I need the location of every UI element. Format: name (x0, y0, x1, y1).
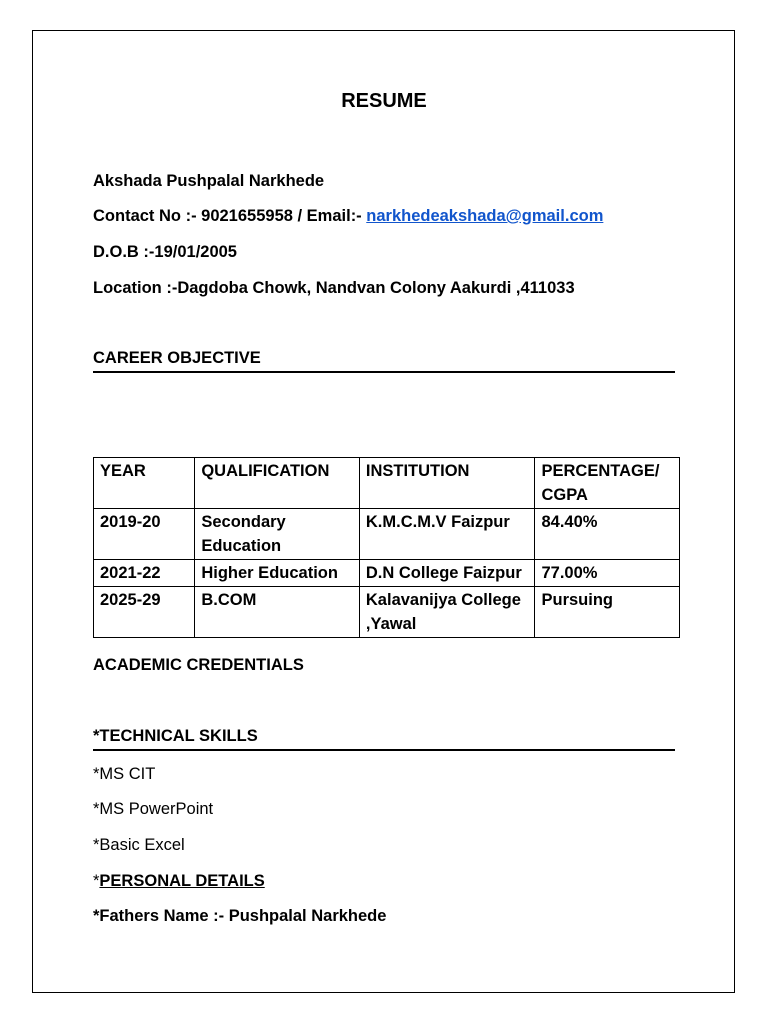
cell-year: 2025-29 (94, 587, 195, 638)
header-institution: INSTITUTION (359, 458, 535, 509)
academic-credentials-heading: ACADEMIC CREDENTIALS (93, 656, 304, 674)
career-objective-heading: CAREER OBJECTIVE (93, 349, 675, 373)
cell-year: 2019-20 (94, 509, 195, 560)
table-header-row (94, 458, 680, 509)
dob-line: D.O.B :-19/01/2005 (93, 243, 237, 261)
cell-qualification: B.COM (195, 587, 360, 638)
header-qualification: QUALIFICATION (195, 458, 360, 509)
cell-percentage: Pursuing (535, 587, 680, 638)
table-row (94, 587, 680, 638)
fathers-name-line: *Fathers Name :- Pushpalal Narkhede (93, 907, 387, 925)
cell-qualification: Higher Education (195, 560, 360, 587)
contact-text: Contact No :- 9021655958 / Email:- (93, 207, 367, 225)
contact-line (93, 207, 603, 226)
header-year: YEAR (94, 458, 195, 509)
skill-item: *MS PowerPoint (93, 800, 214, 818)
cell-institution: D.N College Faizpur (359, 560, 535, 587)
personal-details-heading: PERSONAL DETAILS (99, 872, 265, 890)
location-line: Location :-Dagdoba Chowk, Nandvan Colony Aakurdi ,411033 (93, 279, 575, 297)
academic-table (93, 457, 680, 638)
email-link[interactable]: narkhedeakshada@gmail.com (366, 207, 604, 225)
table-row (94, 509, 680, 560)
cell-institution: K.M.C.M.V Faizpur (359, 509, 535, 560)
document-title: RESUME (341, 90, 427, 112)
personal-details-asterisk: * (93, 872, 100, 890)
cell-qualification: Secondary Education (195, 509, 360, 560)
technical-skills-heading: *TECHNICAL SKILLS (93, 727, 675, 751)
personal-details-line (93, 872, 265, 891)
cell-percentage: 77.00% (535, 560, 680, 587)
table-row (94, 560, 680, 587)
skill-item: *MS CIT (93, 765, 156, 783)
cell-year: 2021-22 (94, 560, 195, 587)
cell-percentage: 84.40% (535, 509, 680, 560)
header-percentage: PERCENTAGE/ CGPA (535, 458, 680, 509)
cell-institution: Kalavanijya College ,Yawal (359, 587, 535, 638)
skill-item: *Basic Excel (93, 836, 185, 854)
candidate-name: Akshada Pushpalal Narkhede (93, 172, 325, 190)
